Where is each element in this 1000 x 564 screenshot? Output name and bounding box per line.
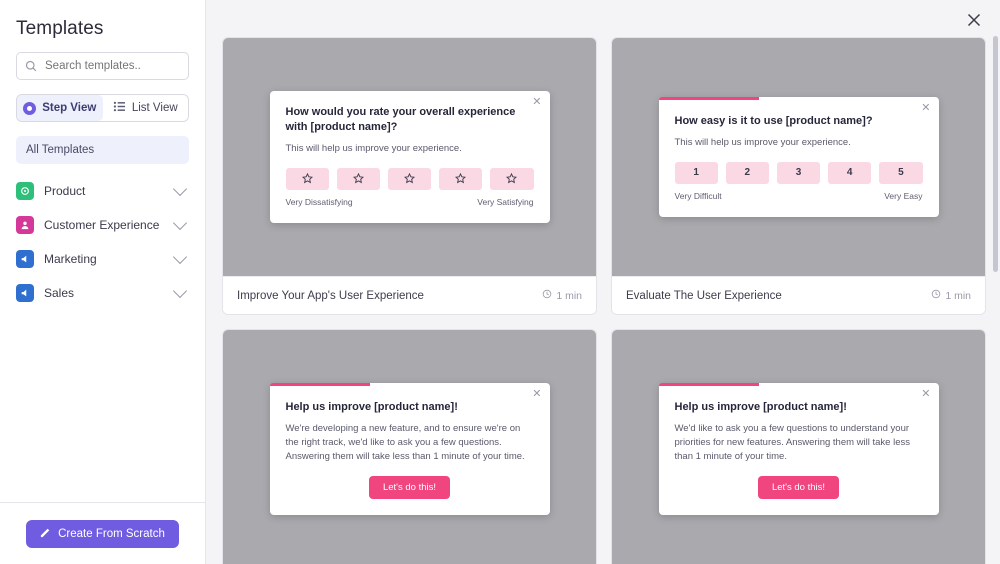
survey-widget <box>270 383 550 514</box>
widget-close-icon[interactable]: ✕ <box>921 388 931 401</box>
close-icon[interactable] <box>962 8 986 32</box>
tab-list-view[interactable] <box>103 95 189 121</box>
rating-option[interactable] <box>388 168 431 190</box>
step-view-icon <box>23 102 36 115</box>
rating-option[interactable]: 4 <box>828 162 871 184</box>
templates-gallery <box>206 0 1000 564</box>
rating-option[interactable]: 5 <box>879 162 922 184</box>
progress-bar <box>270 383 370 386</box>
widget-cta-button[interactable]: Let's do this! <box>369 476 450 499</box>
marketing-icon <box>16 250 34 268</box>
chevron-down-icon[interactable] <box>173 216 187 230</box>
sidebar-item-product-label: Product <box>44 184 86 198</box>
template-duration <box>542 289 582 302</box>
template-card[interactable] <box>222 37 597 315</box>
progress-bar <box>659 383 759 386</box>
template-card[interactable] <box>222 329 597 564</box>
template-name: Improve Your App's User Experience <box>237 289 424 302</box>
sidebar-item-sales[interactable] <box>16 276 189 310</box>
template-card[interactable] <box>611 329 986 564</box>
sidebar-item-marketing[interactable] <box>16 242 189 276</box>
rating-option[interactable]: 2 <box>726 162 769 184</box>
widget-subtitle: This will help us improve your experience. <box>285 142 462 154</box>
product-icon <box>16 182 34 200</box>
template-card-footer <box>223 276 596 314</box>
search-input-wrapper[interactable] <box>16 52 189 80</box>
template-preview <box>223 330 596 564</box>
widget-close-icon[interactable]: ✕ <box>532 96 542 109</box>
survey-widget <box>270 91 550 222</box>
widget-cta-row <box>286 476 534 499</box>
search-icon <box>25 60 37 72</box>
create-from-scratch-label: Create From Scratch <box>58 527 165 540</box>
widget-subtitle: We'd like to ask you a few questions to understand your priorities for new features. Answering them will take less than 1 minute of your time. <box>674 423 910 462</box>
create-from-scratch-button[interactable] <box>26 520 179 548</box>
scale-labels <box>286 197 534 207</box>
tab-step-view-label: Step View <box>42 102 97 114</box>
sidebar-item-product[interactable] <box>16 174 189 208</box>
scale-left-label: Very Difficult <box>674 190 722 201</box>
sidebar <box>0 0 206 564</box>
rating-option[interactable]: 1 <box>675 162 718 184</box>
survey-widget <box>659 383 939 514</box>
clock-icon <box>931 289 941 302</box>
widget-cta-button[interactable]: Let's do this! <box>758 476 839 499</box>
pencil-icon <box>40 527 51 541</box>
sidebar-item-customer-experience[interactable] <box>16 208 189 242</box>
sidebar-item-customer-experience-label: Customer Experience <box>44 218 160 232</box>
template-card-grid <box>222 37 986 564</box>
rating-option[interactable] <box>439 168 482 190</box>
chevron-down-icon[interactable] <box>173 284 187 298</box>
scale-right-label: Very Satisfying <box>477 196 534 207</box>
template-duration <box>931 289 971 302</box>
clock-icon <box>542 289 552 302</box>
widget-cta-row <box>675 476 923 499</box>
widget-title: How easy is it to use [product name]? <box>674 115 873 128</box>
progress-bar <box>659 97 759 100</box>
template-card[interactable] <box>611 37 986 315</box>
sidebar-footer <box>0 502 205 564</box>
scale-labels <box>675 191 923 201</box>
rating-option[interactable]: 3 <box>777 162 820 184</box>
template-card-footer <box>612 276 985 314</box>
customer-experience-icon <box>16 216 34 234</box>
all-templates-label: All Templates <box>26 144 95 156</box>
view-toggle[interactable] <box>16 94 189 122</box>
widget-subtitle: This will help us improve your experience. <box>674 137 851 149</box>
page-title: Templates <box>16 18 104 39</box>
rating-option[interactable] <box>490 168 533 190</box>
widget-close-icon[interactable]: ✕ <box>921 102 931 115</box>
template-name: Evaluate The User Experience <box>626 289 782 302</box>
sales-icon <box>16 284 34 302</box>
scale-left-label: Very Dissatisfying <box>285 196 353 207</box>
list-view-icon <box>113 101 126 115</box>
chevron-down-icon[interactable] <box>173 250 187 264</box>
sidebar-item-marketing-label: Marketing <box>44 252 97 266</box>
widget-subtitle: We're developing a new feature, and to ensure we're on the right track, we'd like to ask you a few questions. Answering them will take less than 1 minute of your time. <box>285 423 525 462</box>
tab-list-view-label: List View <box>131 102 178 114</box>
survey-widget <box>659 97 939 217</box>
vertical-scrollbar[interactable] <box>993 36 998 272</box>
widget-close-icon[interactable]: ✕ <box>532 388 542 401</box>
template-duration-label: 1 min <box>556 289 582 302</box>
template-duration-label: 1 min <box>945 289 971 302</box>
template-preview <box>223 38 596 276</box>
sidebar-item-all-templates[interactable] <box>16 136 189 164</box>
rating-scale[interactable] <box>675 162 923 184</box>
scale-right-label: Very Easy <box>884 190 923 201</box>
search-input[interactable] <box>43 59 180 73</box>
tab-step-view[interactable] <box>17 95 103 121</box>
template-preview <box>612 38 985 276</box>
widget-title: How would you rate your overall experience with [product name]? <box>285 106 516 134</box>
widget-title: Help us improve [product name]! <box>285 401 458 414</box>
rating-option[interactable] <box>286 168 329 190</box>
chevron-down-icon[interactable] <box>173 182 187 196</box>
sidebar-item-sales-label: Sales <box>44 286 75 300</box>
widget-title: Help us improve [product name]! <box>674 401 847 414</box>
rating-scale[interactable] <box>286 168 534 190</box>
rating-option[interactable] <box>337 168 380 190</box>
template-preview <box>612 330 985 564</box>
